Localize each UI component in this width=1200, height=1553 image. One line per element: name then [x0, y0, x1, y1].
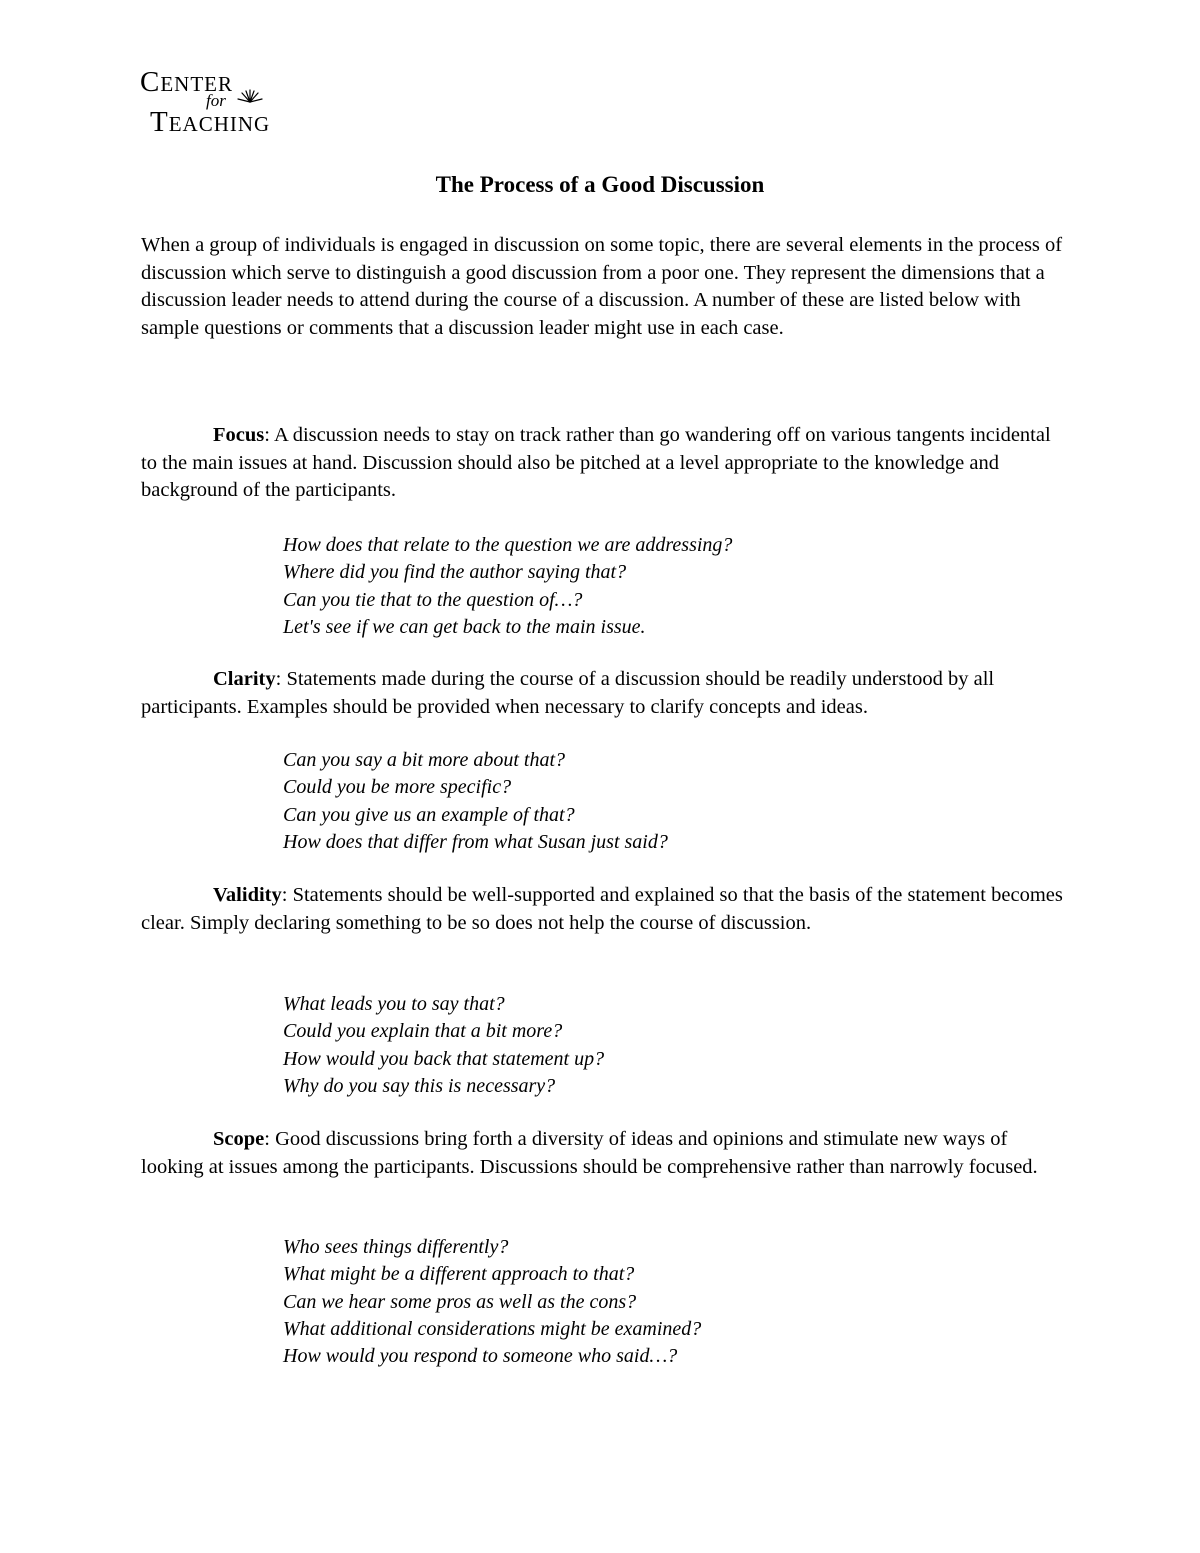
- list-item: Can you give us an example of that?: [283, 803, 575, 826]
- list-item: Could you explain that a bit more?: [283, 1020, 563, 1043]
- list-item: How would you back that statement up?: [283, 1047, 605, 1070]
- section-scope-paragraph: [141, 1126, 1071, 1181]
- list-item: Who sees things differently?: [283, 1236, 509, 1258]
- list-item: How does that differ from what Susan just said?: [283, 830, 668, 853]
- logo-line-teaching: TEACHING: [150, 106, 271, 138]
- logo-line-center: CENTER: [140, 66, 233, 98]
- section-term: Focus: [213, 424, 265, 446]
- section-text: : Statements should be well-supported and explained so that the basis of the statement becomes clear. Simply declaring something to be so does not help the course of discussion.: [141, 884, 1063, 934]
- intro-paragraph: When a group of individuals is engaged in discussion on some topic, there are several elements in the process of discussion which serve to distinguish a good discussion from a poor one. They represent the dimensions that a discussion leader needs to attend during the course of a discussion. A number of these are listed below with sample questions or comments that a discussion leader might use in each case.: [141, 234, 1063, 339]
- list-item: What might be a different approach to that?: [283, 1263, 635, 1286]
- section-term: Validity: [213, 884, 282, 906]
- list-item: What additional considerations might be examined?: [283, 1317, 702, 1340]
- page-title: The Process of a Good Discussion: [435, 172, 765, 197]
- list-item: Can you tie that to the question of…?: [283, 588, 583, 611]
- list-item: Let's see if we can get back to the main issue.: [283, 615, 646, 638]
- section-text: : Good discussions bring forth a diversity of ideas and opinions and stimulate new ways of looking at issues among the participants. Discussions should be comprehensive rather than narrowly focused.: [141, 1128, 1038, 1178]
- section-focus-paragraph: [141, 422, 1071, 505]
- list-item: Can you say a bit more about that?: [283, 749, 566, 771]
- center-for-teaching-logo: [140, 68, 310, 136]
- list-item: Could you be more specific?: [283, 776, 512, 799]
- section-clarity-paragraph: [141, 666, 1071, 721]
- section-text: : A discussion needs to stay on track rather than go wandering off on various tangents incidental to the main issues at hand. Discussion should also be pitched at a level appropriate to the knowledge and background of the participants.: [141, 424, 1051, 501]
- scope-question-list: [283, 1234, 1103, 1370]
- list-item: Can we hear some pros as well as the cons?: [283, 1290, 637, 1313]
- list-item: How would you respond to someone who said…?: [283, 1345, 678, 1368]
- logo-line-for: for: [206, 91, 226, 110]
- list-item: Where did you find the author saying that?: [283, 561, 627, 584]
- list-item: Why do you say this is necessary?: [283, 1074, 556, 1097]
- section-validity-paragraph: [141, 882, 1071, 937]
- section-term: Clarity: [213, 668, 276, 690]
- list-item: How does that relate to the question we are addressing?: [283, 534, 733, 556]
- clarity-question-list: [283, 747, 1103, 856]
- list-item: What leads you to say that?: [283, 993, 505, 1015]
- section-text: : Statements made during the course of a discussion should be readily understood by all participants. Examples should be provided when necessary to clarify concepts and ideas.: [141, 668, 995, 718]
- validity-question-list: [283, 991, 1103, 1100]
- focus-question-list: [283, 532, 1103, 641]
- section-term: Scope: [213, 1128, 265, 1150]
- sunburst-icon: [236, 88, 264, 108]
